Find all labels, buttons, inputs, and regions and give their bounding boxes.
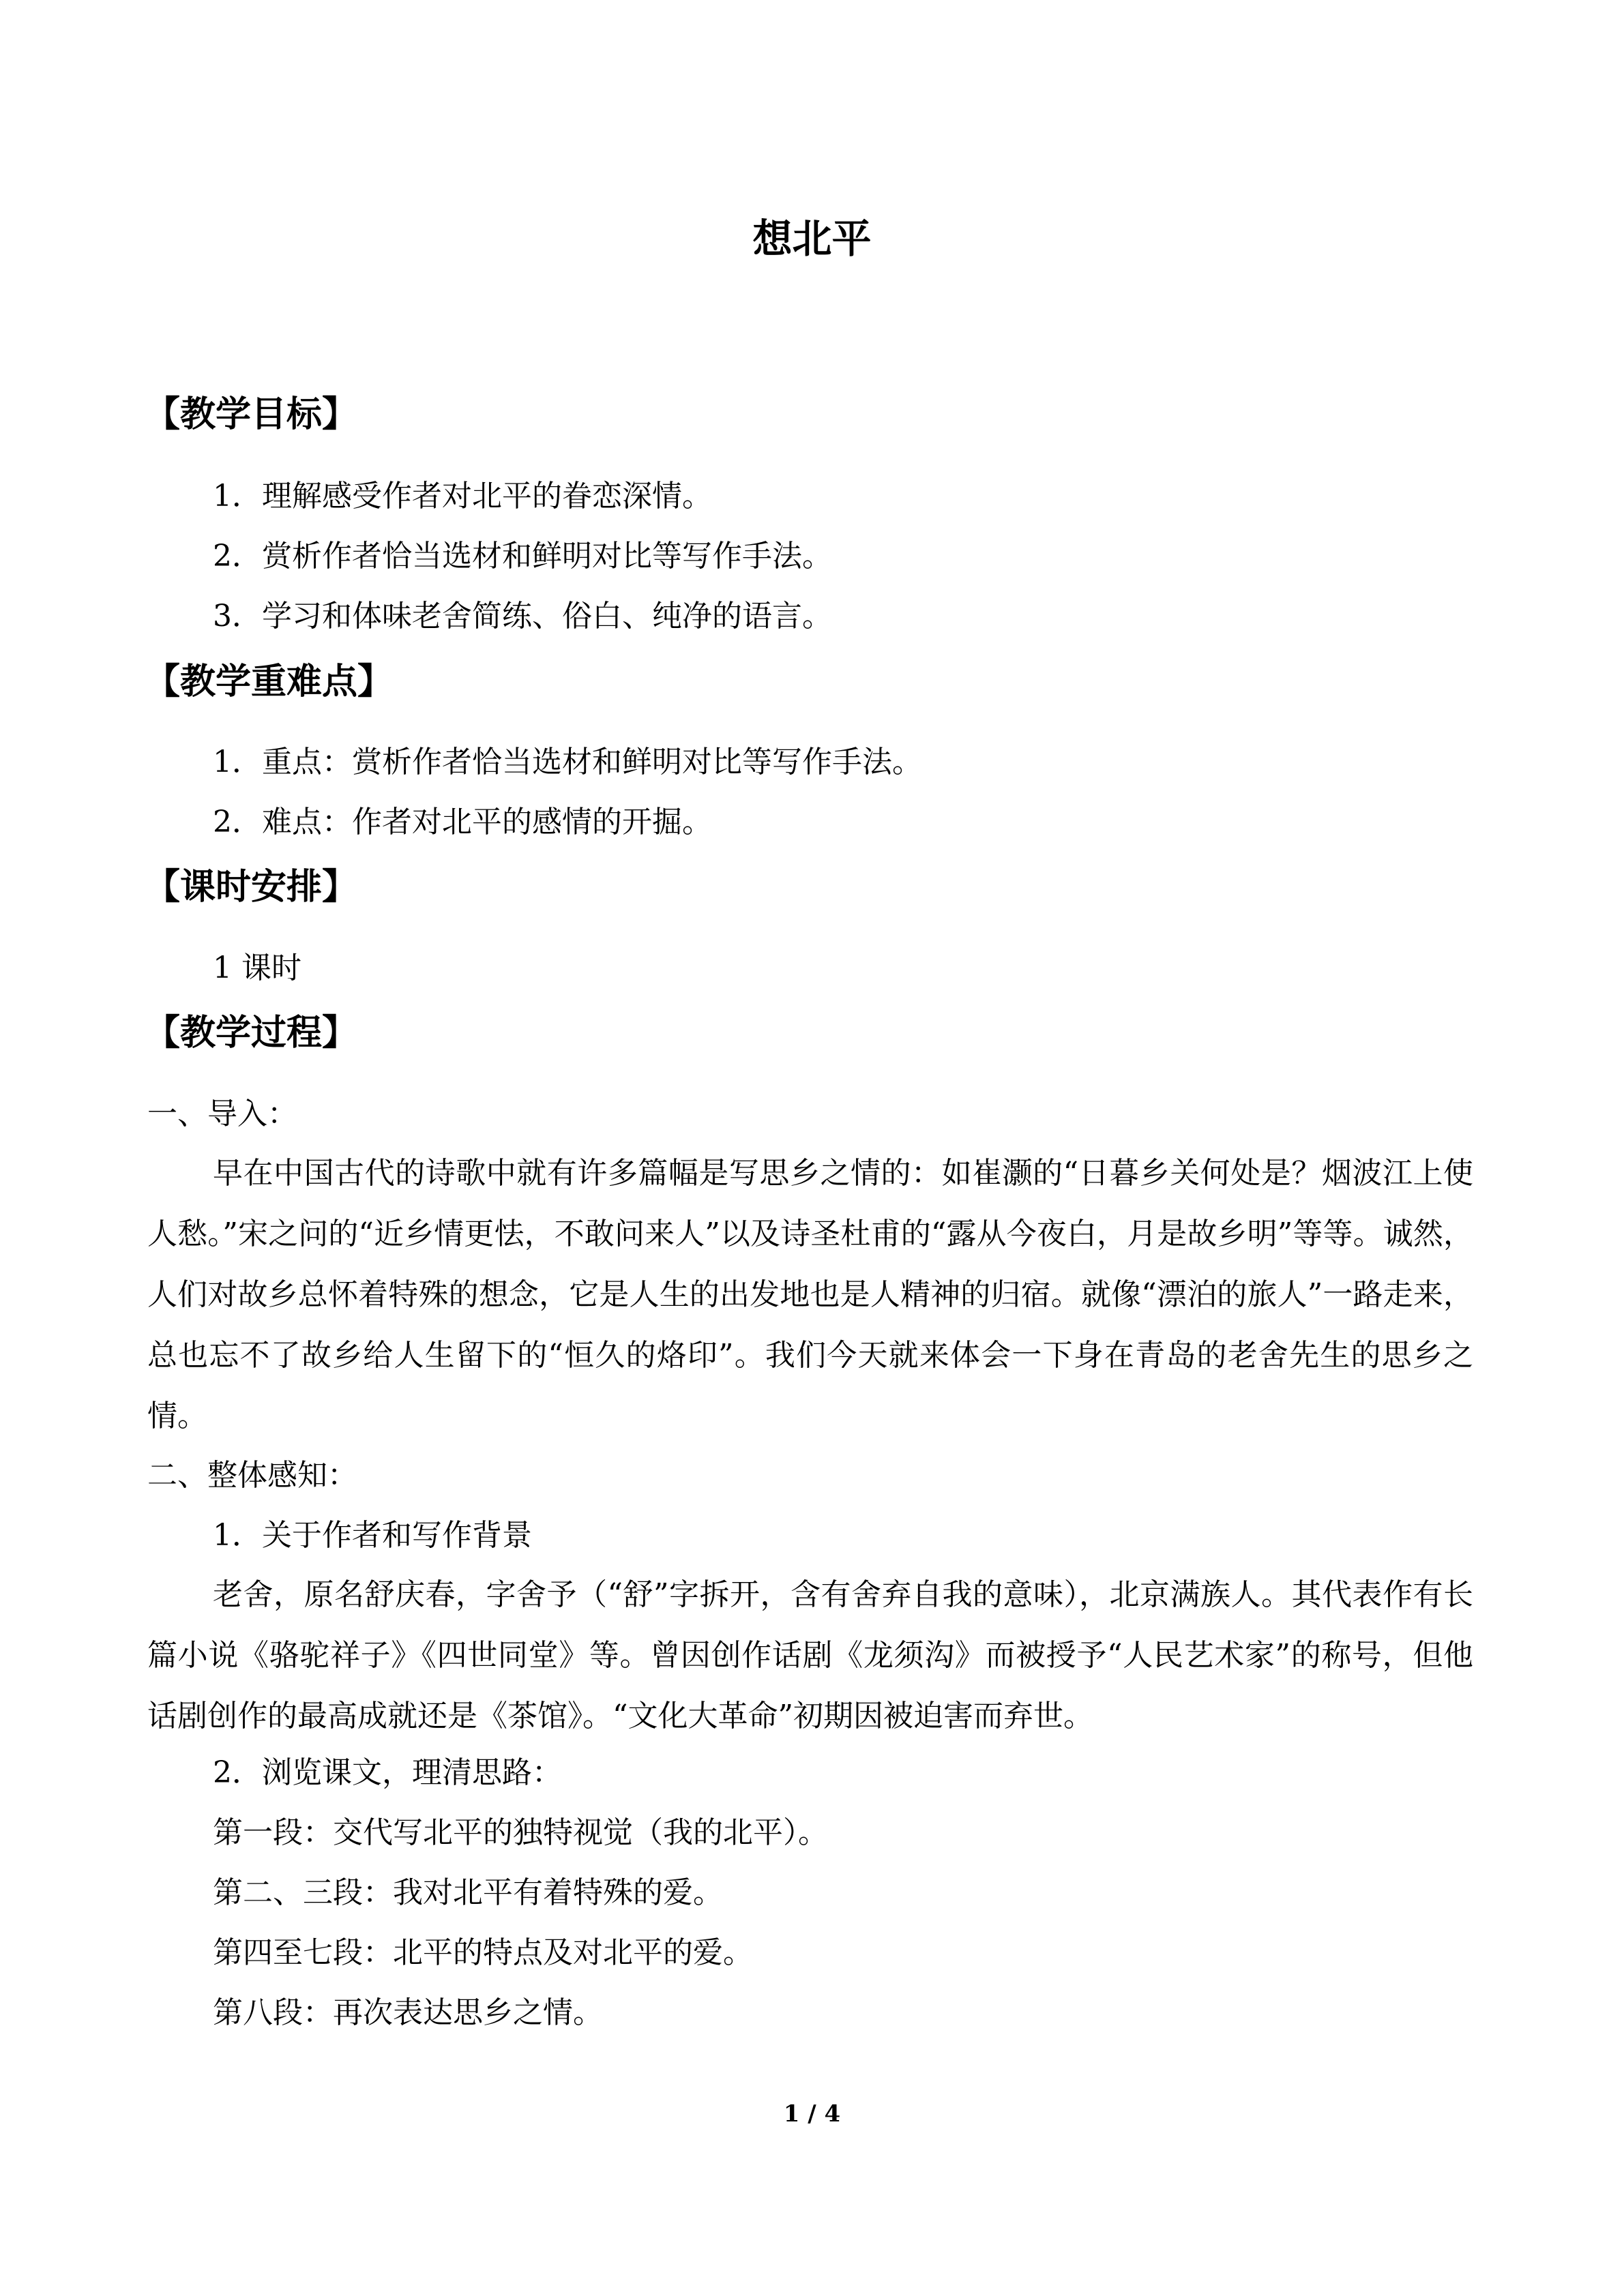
objective-item-1: 1．理解感受作者对北平的眷恋深情。: [213, 479, 712, 513]
browse-label: 2．浏览课文，理清思路：: [213, 1755, 562, 1790]
corner-mark: [0, 0, 1, 1]
outline-item-4: 第八段：再次表达思乡之情。: [213, 1995, 603, 2030]
author-label: 1．关于作者和写作背景: [213, 1518, 532, 1553]
key-points-heading: 【教学重难点】: [145, 661, 394, 702]
outline-item-1: 第一段：交代写北平的独特视觉（我的北平）。: [213, 1815, 828, 1850]
intro-paragraph: 早在中国古代的诗歌中就有许多篇幅是写思乡之情的：如崔灏的“日暮乡关何处是？烟波江上使人愁。”宋之问的“近乡情更怯，不敢问来人”以及诗圣杜甫的“露从今夜白，月是故乡明”等等。诚然，人们对故乡总怀着特殊的想念，它是人生的出发地也是人精神的归宿。就像“漂泊的旅人”一路走来，总也忘不了故乡给人生留下的“恒久的烙印”。我们今天就来体会一下身在青岛的老舍先生的思乡之情。: [147, 1156, 1473, 1433]
author-paragraph: 老舍，原名舒庆春，字舍予（“舒”字拆开，含有舍弃自我的意味），北京满族人。其代表作有长篇小说《骆驼祥子》《四世同堂》等。曾因创作话剧《龙须沟》而被授予“人民艺术家”的称号，但他话剧创作的最高成就还是《茶馆》。“文化大革命”初期因被迫害而弃世。: [147, 1577, 1473, 1733]
process-heading: 【教学过程】: [145, 1013, 358, 1054]
key-point-item-1: 1．重点：赏析作者恰当选材和鲜明对比等写作手法。: [213, 745, 922, 779]
page-title: 想北平: [752, 215, 872, 262]
objective-item-2: 2．赏析作者恰当选材和鲜明对比等写作手法。: [213, 539, 832, 573]
schedule-heading: 【课时安排】: [145, 867, 358, 908]
schedule-text: 1 课时: [213, 951, 301, 985]
perception-label: 二、整体感知：: [147, 1458, 357, 1493]
objective-item-3: 3．学习和体味老舍简练、俗白、纯净的语言。: [213, 599, 832, 633]
page-number: 1 / 4: [783, 2100, 841, 2128]
key-point-item-2: 2．难点：作者对北平的感情的开掘。: [213, 805, 712, 839]
outline-item-2: 第二、三段：我对北平有着特殊的爱。: [213, 1875, 723, 1910]
intro-label: 一、导入：: [147, 1097, 297, 1131]
objectives-heading: 【教学目标】: [145, 394, 358, 435]
outline-item-3: 第四至七段：北平的特点及对北平的爱。: [213, 1935, 753, 1970]
